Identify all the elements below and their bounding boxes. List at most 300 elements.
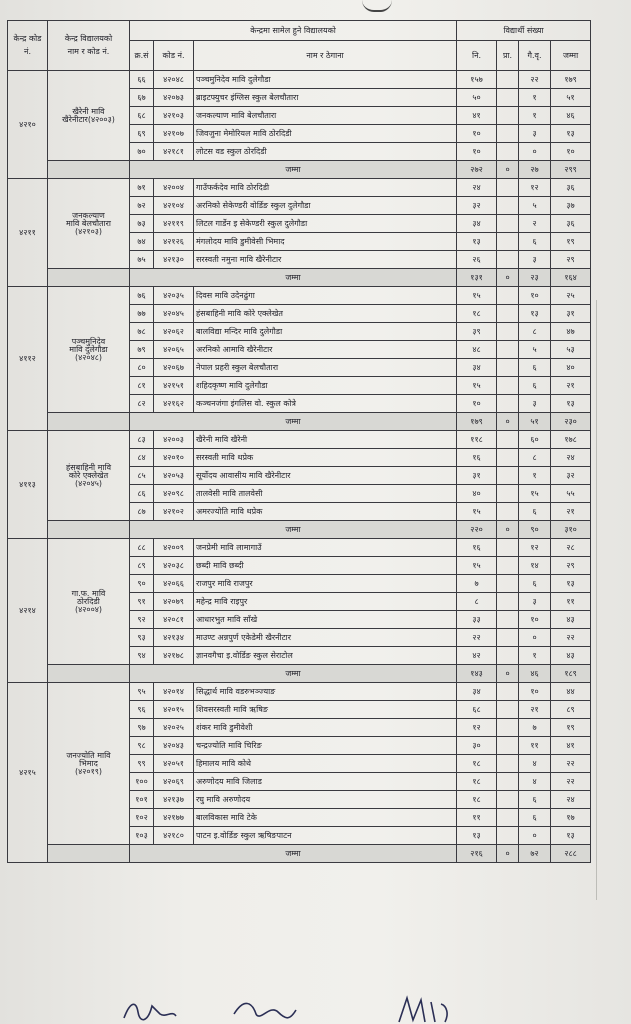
private-cell [497,125,519,143]
name-cell: लिटल गार्डेन इ सेकेण्डरी स्कुल दुलेगौडा [194,215,457,233]
total-label: जम्मा [130,521,457,539]
regular-header: नि. [457,41,497,71]
serial-cell: ८१ [130,377,154,395]
total-blank-cell [48,521,130,539]
center-school-cell [48,683,130,845]
group-total-row [8,665,591,683]
name-cell: राजपुर मावि राजपुर [194,575,457,593]
regular-cell: ३१ [457,467,497,485]
non-regular-cell: ६० [519,431,551,449]
private-cell [497,107,519,125]
school-row [8,71,591,89]
exam-center-table [7,20,591,863]
total-cell: ४७ [551,323,591,341]
name-cell: जनकल्याण मावि बेलचौतारा [194,107,457,125]
total-cell: १७ [551,809,591,827]
non-regular-cell: १० [519,611,551,629]
non-regular-cell: ३ [519,251,551,269]
name-cell: शंकर मावि डुमीवेशी [194,719,457,737]
non-regular-cell: ३ [519,593,551,611]
code-cell: ४२१३७ [154,791,194,809]
total-p-cell: ० [497,413,519,431]
name-cell: सूर्योदय आवासीय मावि खैरेनीटार [194,467,457,485]
non-regular-cell: १ [519,647,551,665]
private-cell [497,197,519,215]
regular-cell: १६ [457,539,497,557]
name-cell: कञ्चनजंगा इंगलिस वो. स्कुल कोत्रे [194,395,457,413]
serial-cell: ८७ [130,503,154,521]
serial-cell: ७२ [130,197,154,215]
non-regular-cell: ६ [519,359,551,377]
code-cell: ४२१७८ [154,647,194,665]
serial-cell: ९४ [130,647,154,665]
total-cell: ३७ [551,197,591,215]
private-cell [497,773,519,791]
name-cell: अमरज्योति मावि थप्रेक [194,503,457,521]
code-cell: ४२०२५ [154,719,194,737]
center-code-cell: ४११३ [8,431,48,539]
private-cell [497,629,519,647]
code-cell: ४२०७३ [154,89,194,107]
private-cell [497,575,519,593]
serial-cell: ९८ [130,737,154,755]
code-cell: ४२१०४ [154,197,194,215]
serial-cell: ६७ [130,89,154,107]
name-cell: पञ्चमुनिदेव मावि दुलेगौडा [194,71,457,89]
group-total-row [8,269,591,287]
total-n-cell: २३ [519,269,551,287]
non-regular-cell: ८ [519,449,551,467]
total-label: जम्मा [130,161,457,179]
non-regular-cell: ७ [519,719,551,737]
serial-cell: ७९ [130,341,154,359]
non-regular-cell: १२ [519,179,551,197]
private-cell [497,809,519,827]
total-label: जम्मा [130,413,457,431]
serial-cell: ७३ [130,215,154,233]
name-cell: बालविद्या मन्दिर मावि दुलेगौडा [194,323,457,341]
center-school-header [48,21,130,71]
total-cell: ५१ [551,89,591,107]
private-cell [497,89,519,107]
private-cell [497,143,519,161]
total-t-cell: १८९ [551,665,591,683]
school-row [8,539,591,557]
total-n-cell: ९० [519,521,551,539]
serial-cell: ८३ [130,431,154,449]
name-cell: खैरेनी मावि खैरेनी [194,431,457,449]
non-regular-cell: २ [519,215,551,233]
regular-cell: १३ [457,827,497,845]
total-cell: ३२ [551,467,591,485]
name-cell: अरनिको सेकेण्डरी वोर्डिङ स्कुल दुलेगौडा [194,197,457,215]
regular-cell: ४२ [457,647,497,665]
total-r-cell: २१६ [457,845,497,863]
private-cell [497,287,519,305]
total-label: जम्मा [130,845,457,863]
code-cell: ४२१६२ [154,395,194,413]
center-school-name-line: गा.फ. मावि [71,588,106,598]
center-school-name-line: भिमाद [79,758,98,768]
total-p-cell: ० [497,521,519,539]
serial-cell: ९१ [130,593,154,611]
total-n-cell: ४६ [519,665,551,683]
group-total-row [8,413,591,431]
center-school-cell [48,539,130,665]
private-cell [497,737,519,755]
total-cell: ३६ [551,215,591,233]
total-cell: २१ [551,377,591,395]
name-cell: चन्द्रज्योति मावि चिरिङ [194,737,457,755]
name-cell: ज्ञानवगैचा इ.वोर्डिङ स्कुल सेराटोल [194,647,457,665]
serial-cell: १०१ [130,791,154,809]
center-school-name-line: (४२१०३) [74,226,103,236]
table-body [8,71,591,863]
name-cell: रघु मावि अरुणोदय [194,791,457,809]
non-regular-cell: ० [519,629,551,647]
total-n-cell: ७२ [519,845,551,863]
center-school-name-line: खैरेनीटार(४२००३) [62,114,115,124]
total-t-cell: २९९ [551,161,591,179]
regular-cell: २४ [457,179,497,197]
total-cell: ३१ [551,305,591,323]
total-cell: २८ [551,539,591,557]
center-code-cell: ४२१४ [8,539,48,683]
total-r-cell: १४३ [457,665,497,683]
total-cell: २२ [551,773,591,791]
private-cell [497,179,519,197]
code-cell: ४२०१५ [154,701,194,719]
total-p-cell: ० [497,845,519,863]
private-cell [497,485,519,503]
center-school-name-line: (४२०४५) [74,478,103,488]
private-cell [497,647,519,665]
regular-cell: ६८ [457,701,497,719]
name-cell: अरुणोदय मावि जिलाड [194,773,457,791]
center-school-name-line: हंसबाहिनी मावि [65,462,112,472]
signature-1 [120,992,180,1024]
name-cell: बालविकास मावि टेके [194,809,457,827]
total-cell: ५३ [551,341,591,359]
non-regular-cell: १५ [519,485,551,503]
non-regular-cell: ० [519,827,551,845]
center-school-name-line: मावि बेलचौतारा [65,218,112,228]
total-blank-cell [48,845,130,863]
regular-cell: १८ [457,791,497,809]
private-cell [497,719,519,737]
code-cell: ४२१०२ [154,503,194,521]
code-cell: ४२१२६ [154,233,194,251]
private-cell [497,755,519,773]
total-cell: १७९ [551,71,591,89]
center-school-cell [48,179,130,269]
serial-cell: १०० [130,773,154,791]
total-blank-cell [48,161,130,179]
total-blank-cell [48,269,130,287]
regular-cell: ३४ [457,683,497,701]
total-cell: २९ [551,251,591,269]
center-school-name-line: (४२०१९) [74,766,103,776]
private-cell [497,467,519,485]
name-cell: हंसबाहिनी मावि कोरे एक्लेखेत [194,305,457,323]
name-address-header: नाम र ठेगाना [194,41,457,71]
code-cell: ४२०१० [154,449,194,467]
code-header: कोड नं. [154,41,194,71]
total-p-cell: ० [497,161,519,179]
non-regular-cell: १२ [519,539,551,557]
serial-cell: ७४ [130,233,154,251]
regular-cell: ५० [457,89,497,107]
code-cell: ४२००९ [154,539,194,557]
code-cell: ४२०१४ [154,683,194,701]
total-cell: २५ [551,287,591,305]
total-cell: १० [551,143,591,161]
serial-cell: ९७ [130,719,154,737]
total-cell: ४३ [551,647,591,665]
total-r-cell: २७२ [457,161,497,179]
regular-cell: ७ [457,575,497,593]
serial-cell: ९६ [130,701,154,719]
group-total-row [8,845,591,863]
center-school-cell [48,71,130,161]
private-cell [497,215,519,233]
non-regular-cell: ३ [519,395,551,413]
regular-cell: ४८ [457,341,497,359]
center-school-name-line: मावि दुलेगौडा [69,344,108,354]
ink-mark [362,0,392,12]
total-t-cell: २३० [551,413,591,431]
non-regular-cell: १ [519,89,551,107]
total-cell: २४ [551,791,591,809]
regular-cell: ३९ [457,323,497,341]
code-cell: ४२०४३ [154,737,194,755]
serial-cell: ७५ [130,251,154,269]
regular-cell: ३४ [457,215,497,233]
serial-cell: ७७ [130,305,154,323]
group-total-row [8,521,591,539]
private-header: प्रा. [497,41,519,71]
non-regular-cell: ४ [519,755,551,773]
serial-cell: ९० [130,575,154,593]
private-cell [497,593,519,611]
name-cell: तालवेसी मावि तालवेसी [194,485,457,503]
code-cell: ४२१०३ [154,107,194,125]
non-regular-cell: ६ [519,233,551,251]
non-regular-cell: ५ [519,197,551,215]
school-row [8,431,591,449]
total-cell: १३ [551,395,591,413]
code-cell: ४२०६६ [154,575,194,593]
name-cell: आधारभुत मावि साँखे [194,611,457,629]
non-regular-cell: ६ [519,575,551,593]
private-cell [497,503,519,521]
name-cell: जिवजुना मेमोरियल मावि ठोरदिडी [194,125,457,143]
non-regular-cell: ५ [519,341,551,359]
center-school-header-line1: केन्द्र विद्यालयको [64,33,113,43]
regular-cell: ११८ [457,431,497,449]
page-edge [596,300,597,900]
group-total-row [8,161,591,179]
private-cell [497,557,519,575]
non-regular-cell: ६ [519,791,551,809]
private-cell [497,233,519,251]
total-cell: ४३ [551,611,591,629]
regular-cell: १५७ [457,71,497,89]
center-code-cell: ४२१० [8,71,48,179]
serial-cell: १०३ [130,827,154,845]
school-row [8,287,591,305]
total-cell: १९ [551,719,591,737]
total-label: जम्मा [130,269,457,287]
total-cell: २२ [551,629,591,647]
code-cell: ४२०६५ [154,341,194,359]
name-cell: सिद्धार्थ मावि वडरुभञ्ज्याङ [194,683,457,701]
non-regular-cell: १० [519,287,551,305]
code-cell: ४२१०७ [154,125,194,143]
center-code-cell: ४२११ [8,179,48,287]
total-cell: २१ [551,503,591,521]
code-cell: ४२०९८ [154,485,194,503]
regular-cell: ३३ [457,611,497,629]
name-cell: शहिदकृष्ण मावि दुलेगौडा [194,377,457,395]
private-cell [497,611,519,629]
regular-cell: १६ [457,449,497,467]
non-regular-cell: २२ [519,71,551,89]
private-cell [497,359,519,377]
serial-cell: ८५ [130,467,154,485]
center-school-name-line: जनकल्याण [72,210,105,220]
non-regular-header: गै.वृ. [519,41,551,71]
student-count-header: विद्यार्थी संख्या [457,21,591,41]
total-cell: ५५ [551,485,591,503]
code-cell: ४२०३८ [154,557,194,575]
center-school-name-line: (४२००४) [74,604,103,614]
name-cell: हिमालय मावि कोथे [194,755,457,773]
code-cell: ४२०४८ [154,71,194,89]
signature-2 [230,992,300,1024]
total-cell: २२ [551,755,591,773]
school-row [8,179,591,197]
regular-cell: ८ [457,593,497,611]
center-school-name-line: (४२०४८) [74,352,103,362]
code-cell: ४२१७७ [154,809,194,827]
total-cell: ४१ [551,737,591,755]
serial-header: क्र.सं [130,41,154,71]
serial-cell: ६६ [130,71,154,89]
serial-cell: ८८ [130,539,154,557]
non-regular-cell: १ [519,467,551,485]
center-code-cell: ४११२ [8,287,48,431]
total-n-cell: ५१ [519,413,551,431]
serial-cell: ८९ [130,557,154,575]
private-cell [497,701,519,719]
private-cell [497,377,519,395]
serial-cell: ७८ [130,323,154,341]
code-cell: ४२०७९ [154,593,194,611]
non-regular-cell: ६ [519,503,551,521]
total-cell: १७८ [551,431,591,449]
total-cell: ४० [551,359,591,377]
included-schools-header: केन्द्रमा सामेल हुने विद्यालयको [130,21,457,41]
name-cell: शिवसरस्वती मावि ऋषिङ [194,701,457,719]
total-cell: ४४ [551,683,591,701]
name-cell: माउण्ट अन्नपुर्ण एकेडेमी खैरनीटार [194,629,457,647]
non-regular-cell: ६ [519,377,551,395]
non-regular-cell: १३ [519,305,551,323]
center-school-name-line: खैरेनी मावि [72,106,105,116]
regular-cell: ३० [457,737,497,755]
regular-cell: १० [457,143,497,161]
regular-cell: ११ [457,809,497,827]
total-r-cell: २२० [457,521,497,539]
serial-cell: ८२ [130,395,154,413]
name-cell: मंगलोदय मावि डुमीवेसी भिमाद [194,233,457,251]
non-regular-cell: ११ [519,737,551,755]
total-cell: २४ [551,449,591,467]
code-cell: ४२०६९ [154,773,194,791]
total-cell: ३६ [551,179,591,197]
private-cell [497,827,519,845]
private-cell [497,341,519,359]
total-label: जम्मा [130,665,457,683]
private-cell [497,449,519,467]
private-cell [497,395,519,413]
code-cell: ४२००४ [154,179,194,197]
code-cell: ४२०४५ [154,305,194,323]
code-cell: ४२०५३ [154,467,194,485]
name-cell: गाउँफर्कदेव मावि ठोरदिडी [194,179,457,197]
private-cell [497,683,519,701]
name-cell: सरस्वती नमुना मावि खैरेनीटार [194,251,457,269]
regular-cell: १३ [457,233,497,251]
regular-cell: २६ [457,251,497,269]
total-cell: ४६ [551,107,591,125]
regular-cell: १५ [457,287,497,305]
regular-cell: १५ [457,557,497,575]
total-r-cell: १३१ [457,269,497,287]
non-regular-cell: ४ [519,773,551,791]
private-cell [497,305,519,323]
total-cell: १३ [551,575,591,593]
regular-cell: ३४ [457,359,497,377]
non-regular-cell: २१ [519,701,551,719]
non-regular-cell: १ [519,107,551,125]
private-cell [497,431,519,449]
private-cell [497,791,519,809]
regular-cell: १० [457,395,497,413]
name-cell: लोटस वड स्कुल ठोरदिडी [194,143,457,161]
serial-cell: ९३ [130,629,154,647]
non-regular-cell: ८ [519,323,551,341]
code-cell: ४२०६७ [154,359,194,377]
total-blank-cell [48,665,130,683]
code-cell: ४२००३ [154,431,194,449]
serial-cell: ६८ [130,107,154,125]
code-cell: ४२११९ [154,215,194,233]
serial-cell: ८० [130,359,154,377]
total-p-cell: ० [497,269,519,287]
center-school-cell [48,431,130,521]
name-cell: पाटन इ.वोर्डिङ स्कुल ऋषिङपाटन [194,827,457,845]
serial-cell: ९९ [130,755,154,773]
total-cell: २९ [551,557,591,575]
serial-cell: ८६ [130,485,154,503]
name-cell: जनप्रेमी मावि लामागाउँ [194,539,457,557]
center-school-header-line2: नाम र कोड नं. [67,46,110,56]
serial-cell: ९२ [130,611,154,629]
center-code-header: केन्द्र कोड नं. [8,21,48,71]
total-cell: ११ [551,593,591,611]
